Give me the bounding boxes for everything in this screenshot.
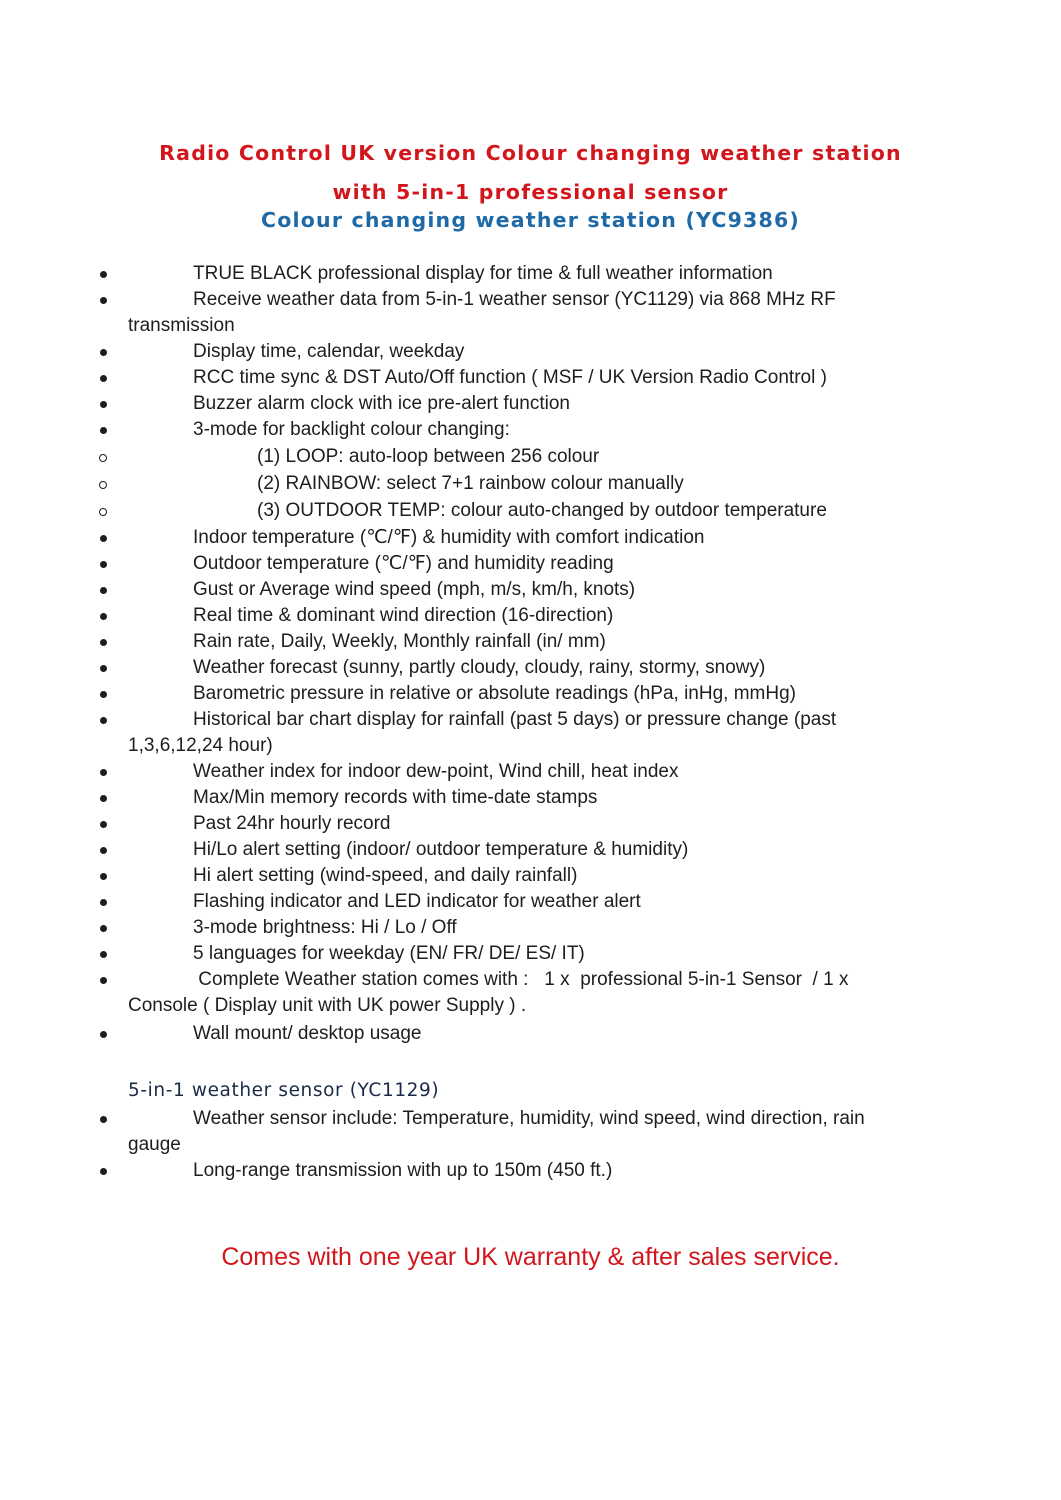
sub-list-item: (3) OUTDOOR TEMP: colour auto-changed by outdoor temperature bbox=[257, 500, 827, 521]
list-item: Wall mount/ desktop usage bbox=[193, 1023, 422, 1044]
list-item: Flashing indicator and LED indicator for weather alert bbox=[193, 891, 641, 912]
list-item: Historical bar chart display for rainfall (past 5 days) or pressure change (past 1,3,6,12,24 hour) bbox=[128, 709, 837, 756]
list-item: Max/Min memory records with time-date stamps bbox=[193, 787, 598, 808]
list-item: RCC time sync & DST Auto/Off function ( MSF / UK Version Radio Control ) bbox=[193, 367, 827, 388]
list-item: Rain rate, Daily, Weekly, Monthly rainfall (in/ mm) bbox=[193, 631, 606, 652]
list-item: Complete Weather station comes with : 1 x professional 5-in-1 Sensor / 1 x Console ( Display unit with UK power Supply ) . bbox=[128, 969, 849, 1016]
sub-list-item: (2) RAINBOW: select 7+1 rainbow colour manually bbox=[257, 473, 684, 494]
list-item: Hi alert setting (wind-speed, and daily rainfall) bbox=[193, 865, 578, 886]
page-subtitle: Colour changing weather station (YC9386) bbox=[260, 208, 800, 232]
list-item: Weather sensor include: Temperature, humidity, wind speed, wind direction, rain gauge bbox=[128, 1108, 865, 1155]
list-item: Buzzer alarm clock with ice pre-alert function bbox=[193, 393, 570, 414]
list-item: 3-mode brightness: Hi / Lo / Off bbox=[193, 917, 457, 938]
list-item: Display time, calendar, weekday bbox=[193, 341, 465, 362]
list-item: Hi/Lo alert setting (indoor/ outdoor temperature & humidity) bbox=[193, 839, 689, 860]
list-item: Outdoor temperature (℃/℉) and humidity reading bbox=[193, 553, 614, 574]
list-item: Receive weather data from 5-in-1 weather sensor (YC1129) via 868 MHz RF transmission bbox=[128, 289, 836, 336]
list-item: 5 languages for weekday (EN/ FR/ DE/ ES/ IT) bbox=[193, 943, 585, 964]
list-item: Barometric pressure in relative or absolute readings (hPa, inHg, mmHg) bbox=[193, 683, 796, 704]
list-item: Weather forecast (sunny, partly cloudy, cloudy, rainy, stormy, snowy) bbox=[193, 657, 766, 678]
list-item: Gust or Average wind speed (mph, m/s, km/h, knots) bbox=[193, 579, 636, 600]
list-item: Real time & dominant wind direction (16-direction) bbox=[193, 605, 614, 626]
page-title: Radio Control UK version Colour changing weather station bbox=[159, 141, 902, 165]
list-item: Past 24hr hourly record bbox=[193, 813, 391, 834]
page-title-line-2: with 5-in-1 professional sensor bbox=[332, 180, 729, 204]
sensor-heading: 5-in-1 weather sensor (YC1129) bbox=[128, 1080, 440, 1101]
list-item: TRUE BLACK professional display for time & full weather information bbox=[193, 263, 773, 284]
sub-list-item: (1) LOOP: auto-loop between 256 colour bbox=[257, 446, 600, 467]
warranty-note: Comes with one year UK warranty & after sales service. bbox=[221, 1243, 840, 1271]
list-item: Weather index for indoor dew-point, Wind chill, heat index bbox=[193, 761, 679, 782]
list-item: Long-range transmission with up to 150m (450 ft.) bbox=[193, 1160, 613, 1181]
list-item: 3-mode for backlight colour changing: bbox=[193, 419, 510, 440]
list-item: Indoor temperature (℃/℉) & humidity with comfort indication bbox=[193, 527, 705, 548]
